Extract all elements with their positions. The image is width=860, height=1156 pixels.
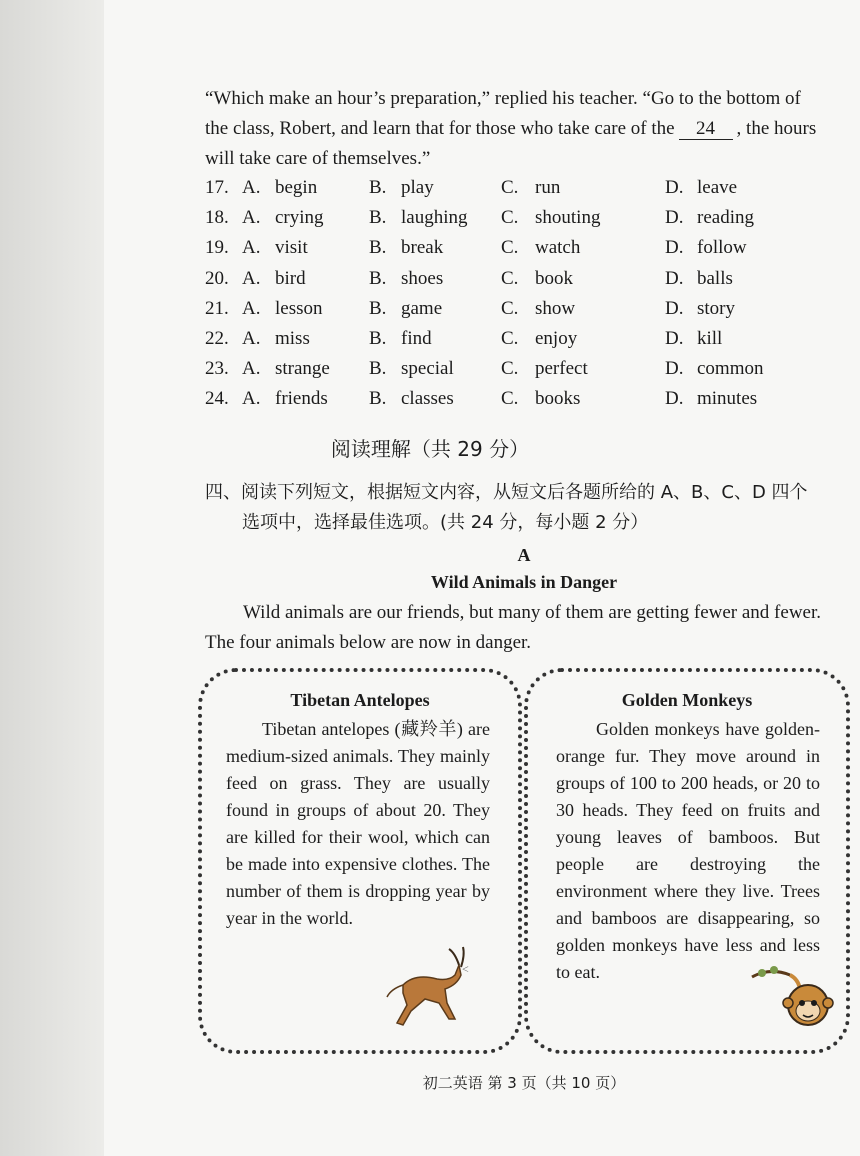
option-letter: D.: [665, 267, 684, 289]
passage-line-3: will take care of themselves.”: [205, 148, 431, 169]
question-number: 18.: [205, 207, 229, 229]
passage-line-1: “Which make an hour’s preparation,” replied his teacher. “Go to the bottom of: [205, 88, 801, 109]
intro-line-2: The four animals below are now in danger.: [205, 632, 532, 653]
option-letter: B.: [369, 207, 387, 229]
option-text: leave: [697, 177, 738, 198]
option-text: strange: [275, 358, 330, 380]
option-text: show: [535, 297, 576, 319]
golden-monkeys-text: Golden monkeys have golden-orange fur. They move around in groups of 100 to 200 heads, or 20 to 30 heads. They feed on fruits and young leaves of bamboos. But people are destroying the environment where they live. Trees and bamboos are disappearing, so golden monkeys have less and less to eat.: [556, 719, 820, 982]
option-letter: C.: [501, 267, 519, 289]
option-text: bird: [275, 267, 306, 289]
option-text: lesson: [275, 297, 323, 319]
option-text: minutes: [697, 388, 758, 410]
question-number: 20.: [205, 267, 229, 289]
option-letter: B.: [369, 358, 387, 380]
option-letter: A.: [242, 328, 261, 349]
option-text: classes: [401, 388, 454, 410]
intro-line-1: Wild animals are our friends, but many of them are getting fewer and fewer.: [243, 602, 821, 623]
option-text: break: [401, 237, 444, 259]
option-text: game: [401, 297, 443, 319]
question-number: 17.: [205, 177, 229, 198]
option-letter: C.: [501, 358, 519, 380]
option-letter: D.: [665, 388, 684, 410]
option-letter: A.: [242, 177, 261, 198]
monkey-illustration: [750, 965, 842, 1035]
question-number: 21.: [205, 297, 229, 319]
passage-letter: A: [517, 545, 531, 565]
golden-monkeys-title: Golden Monkeys: [621, 690, 753, 710]
option-letter: A.: [242, 207, 261, 229]
option-text: play: [401, 177, 434, 198]
option-letter: C.: [501, 297, 519, 319]
instruction-line-2: 选项中，选择最佳选项。(共 24 分，每小题 2 分）: [242, 512, 649, 533]
option-letter: A.: [242, 297, 261, 319]
option-text: follow: [697, 237, 747, 259]
question-number: 23.: [205, 358, 229, 380]
option-letter: D.: [665, 328, 684, 349]
option-text: find: [401, 328, 432, 349]
option-letter: D.: [665, 237, 684, 259]
option-letter: B.: [369, 177, 387, 198]
option-text: laughing: [401, 207, 468, 229]
option-letter: B.: [369, 388, 387, 410]
option-text: book: [535, 267, 573, 289]
option-text: run: [535, 177, 561, 198]
option-text: begin: [275, 177, 318, 198]
option-letter: C.: [501, 207, 519, 229]
question-number: 24.: [205, 388, 229, 410]
passage-line-2-end: , the hours: [736, 118, 817, 139]
question-number: 22.: [205, 328, 229, 349]
option-letter: D.: [665, 177, 684, 198]
page-footer: 初二英语 第 3 页（共 10 页）: [422, 1074, 626, 1092]
option-text: balls: [697, 267, 733, 289]
tick-mark: ˂: [462, 962, 469, 976]
passage-line-2-start: the class, Robert, and learn that for those who take care of the: [205, 118, 675, 139]
option-text: friends: [275, 388, 328, 410]
option-text: crying: [275, 207, 324, 229]
tibetan-antelopes-text: Tibetan antelopes (藏羚羊) are medium-sized animals. They mainly feed on grass. They are usually found in groups of about 20. They are killed for their wool, which can be made into expensive clothes. The number of them is dropping year by year in the world.: [226, 719, 490, 928]
option-text: shouting: [535, 207, 601, 229]
option-letter: A.: [242, 267, 261, 289]
option-text: special: [401, 358, 454, 380]
option-letter: B.: [369, 267, 387, 289]
option-text: reading: [697, 207, 754, 229]
option-letter: D.: [665, 207, 684, 229]
option-letter: C.: [501, 177, 519, 198]
option-letter: A.: [242, 358, 261, 380]
option-letter: B.: [369, 328, 387, 349]
option-text: visit: [275, 237, 308, 259]
option-text: perfect: [535, 358, 588, 380]
option-letter: C.: [501, 237, 519, 259]
option-letter: C.: [501, 328, 519, 349]
passage-line-2: [205, 114, 835, 144]
tibetan-antelopes-title: Tibetan Antelopes: [290, 690, 430, 710]
option-text: enjoy: [535, 328, 578, 349]
option-letter: D.: [665, 358, 684, 380]
option-text: watch: [535, 237, 581, 259]
question-number: 19.: [205, 237, 229, 259]
option-letter: B.: [369, 237, 387, 259]
option-letter: D.: [665, 297, 684, 319]
option-letter: C.: [501, 388, 519, 410]
instruction-line-1: 四、阅读下列短文，根据短文内容，从短文后各题所给的 A、B、C、D 四个: [205, 482, 808, 503]
option-text: kill: [697, 328, 723, 349]
option-text: miss: [275, 328, 310, 349]
passage-title: Wild Animals in Danger: [430, 572, 618, 592]
option-letter: A.: [242, 388, 261, 410]
option-text: books: [535, 388, 581, 410]
option-letter: B.: [369, 297, 387, 319]
option-text: common: [697, 358, 764, 380]
option-text: shoes: [401, 267, 444, 289]
blank-24: 24: [679, 119, 733, 140]
antelope-illustration: [385, 945, 475, 1033]
option-text: story: [697, 297, 735, 319]
option-letter: A.: [242, 237, 261, 259]
section-title: 阅读理解（共 29 分）: [330, 437, 530, 461]
